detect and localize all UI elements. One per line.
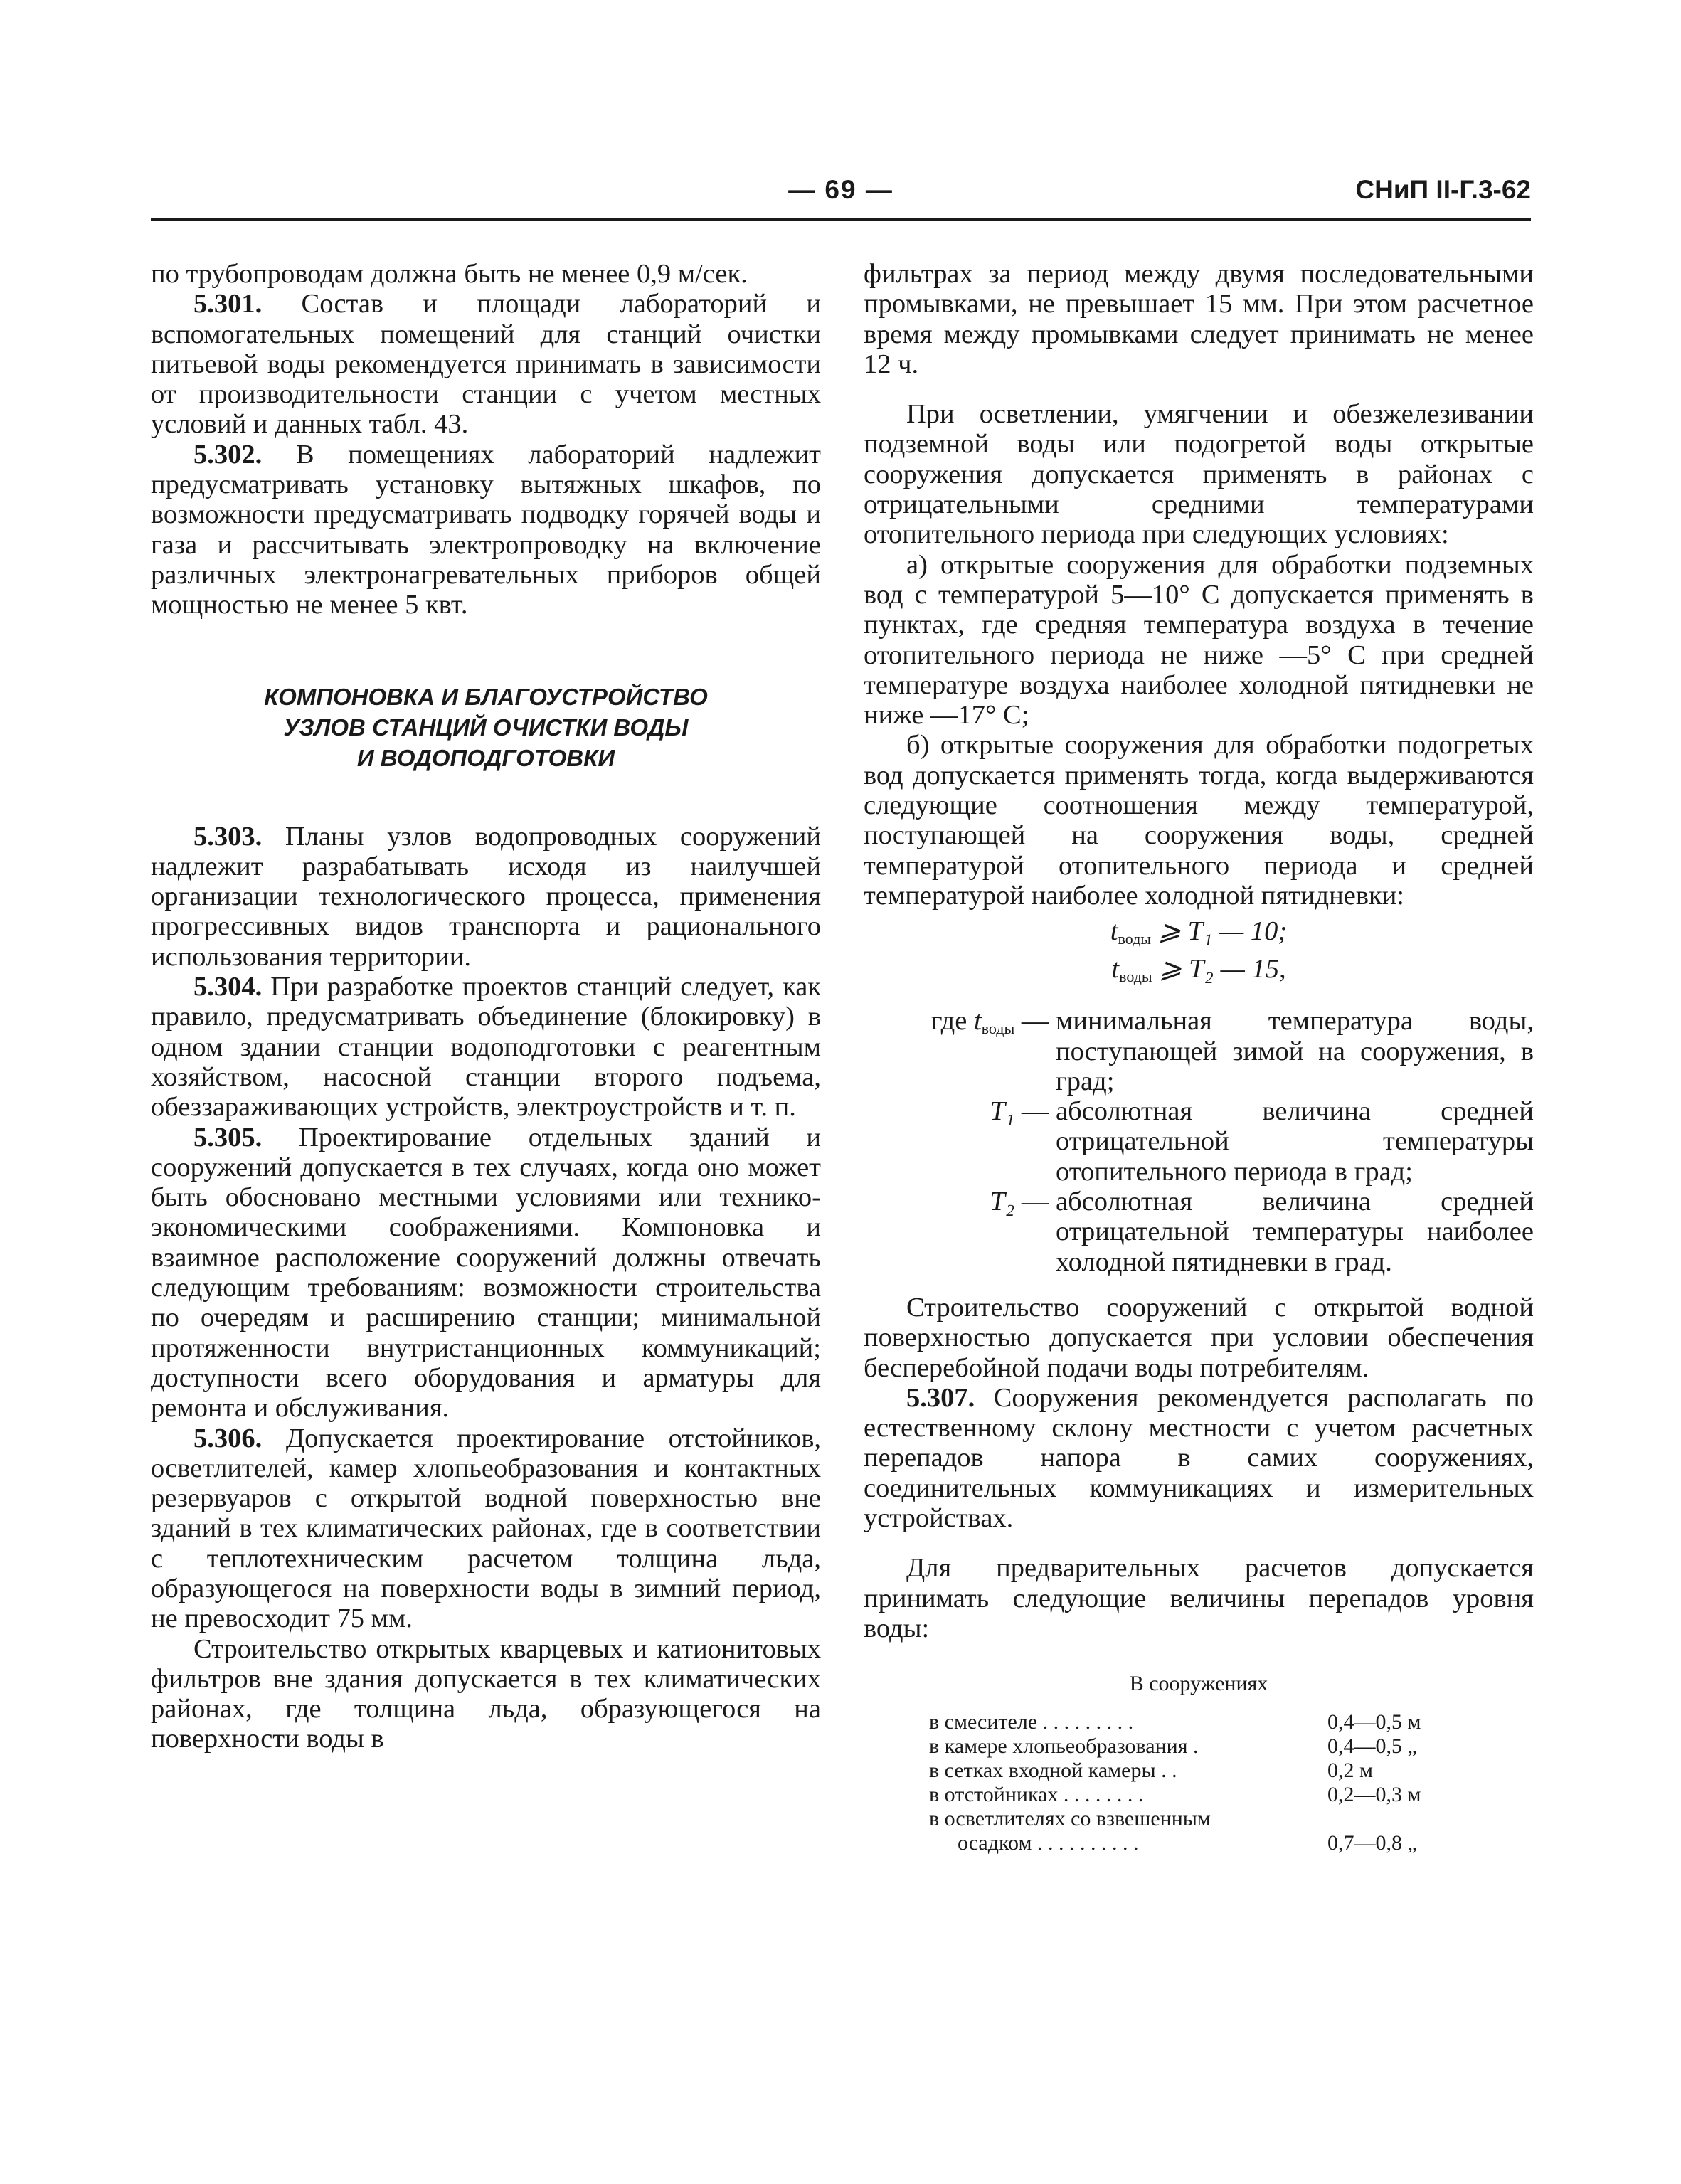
paragraph-preliminary: Для предварительных расчетов допускается принимать следующие величины перепадов уровня воды: <box>864 1553 1534 1643</box>
section-heading-line: КОМПОНОВКА И БЛАГОУСТРОЙСТВО <box>264 683 708 710</box>
clause-text: В помещениях лабораторий надлежит предусматривать установку вытяжных шкафов, по возможности предусматривать подводку горячей воды и газа и рассчитывать электропроводку на включение различных электронагревательных приборов общей мощностью не менее 5 квт. <box>151 439 821 620</box>
head-loss-table <box>864 1710 1534 1855</box>
formula-line-1 <box>864 916 1534 954</box>
definition-text: абсолютная величина средней отрицательной температуры наиболее холодной пятидневки в град. <box>1056 1187 1534 1277</box>
paragraph-open-filters: Строительство открытых кварцевых и катионитовых фильтров вне здания допускается в тех климатических районах, где толщина льда, образующегося на поверхности воды в <box>151 1633 821 1754</box>
formula-block <box>864 916 1534 992</box>
clause-number: 5.304. <box>193 972 263 1002</box>
table-cell-label: в осветлителях со взвешенным <box>929 1807 1211 1831</box>
paragraph-gap <box>864 379 1534 399</box>
table-row <box>864 1807 1534 1831</box>
definition-term <box>864 1096 1056 1187</box>
paragraph-gap <box>864 1533 1534 1553</box>
definition-row <box>864 1006 1534 1096</box>
page-header <box>151 175 1531 208</box>
clause-text: Состав и площади лабораторий и вспомогательных помещений для станций очистки питьевой воды рекомендуется принимать в зависимости от производительности станции с учетом местных условий и данных табл. 43. <box>151 289 821 440</box>
page-number: — 69 — <box>788 175 893 204</box>
formula-var: t <box>1110 916 1118 947</box>
definition-row <box>864 1096 1534 1187</box>
table-cell-label: в сетках входной камеры . . <box>929 1759 1177 1783</box>
clause-text: Сооружения рекомендуется располагать по естественному склону местности с учетом расчетных перепадов напора в самих сооружениях, соединительных коммуникациях и измерительных устройствах. <box>864 1382 1534 1533</box>
paragraph-continuation: фильтрах за период между двумя последовательными промывками, не превышает 15 мм. При этом расчетное время между промывками следует принимать не менее 12 ч. <box>864 259 1534 379</box>
paragraph-continuation: по трубопроводам должна быть не менее 0,9 м/сек. <box>151 259 748 289</box>
paragraph-5-307 <box>864 1383 1534 1533</box>
formula-rest: ⩾ T₁ — 10; <box>1151 916 1288 947</box>
definition-text: абсолютная величина средней отрицательной температуры отопительного периода в град; <box>1056 1096 1534 1187</box>
table-row <box>864 1710 1534 1734</box>
section-heading <box>151 682 821 773</box>
table-row <box>864 1734 1534 1759</box>
paragraph-5-303 <box>151 822 821 972</box>
paragraph-open-surface: Строительство сооружений с открытой водной поверхностью допускается при условии обеспечения бесперебойной подачи воды потребителям. <box>864 1292 1534 1383</box>
clause-number: 5.302. <box>193 439 263 470</box>
definition-row <box>864 1187 1534 1277</box>
paragraph-5-306 <box>151 1424 821 1634</box>
definition-term <box>864 1187 1056 1277</box>
clause-number: 5.301. <box>193 289 263 319</box>
table-cell-label: в камере хлопьеобразования . <box>929 1734 1199 1759</box>
table-row <box>864 1831 1534 1855</box>
table-cell-value: 0,4—0,5 м <box>1327 1710 1421 1734</box>
formula-rest: ⩾ T₂ — 15, <box>1152 954 1286 985</box>
paragraph-5-301 <box>151 289 821 439</box>
clause-text: Планы узлов водопроводных сооружений надлежит разрабатывать исходя из наилучшей организации технологического процесса, применения прогрессивных видов транспорта и рационального использования территории. <box>151 821 821 972</box>
definition-text: минимальная температура воды, поступающей зимой на сооружения, в град; <box>1056 1006 1534 1096</box>
paragraph-5-302 <box>151 440 821 620</box>
table-cell-value: 0,2—0,3 м <box>1327 1783 1421 1807</box>
paragraph-clarification: При осветлении, умягчении и обезжелезивании подземной воды или подогретой воды открытые сооружения допускается применять в районах с отрицательными средними температурами отопительного периода при следующих условиях: <box>864 399 1534 550</box>
table-cell-value <box>1327 1807 1534 1831</box>
clause-text: При разработке проектов станций следует, как правило, предусматривать объединение (блокировку) в одном здании станции водоподготовки с реагентным хозяйством, насосной станции второго подъема, обеззараживающих устройств, электроустройств и т. п. <box>151 972 821 1123</box>
clause-number: 5.306. <box>193 1423 263 1453</box>
clause-text: Допускается проектирование отстойников, осветлителей, камер хлопьеобразования и контактных резервуаров с открытой водной поверхностью вне зданий в тех климатических районах, где в соответствии с теплотехническим расчетом толщина льда, образующегося на поверхности воды в зимний период, не превосходит 75 мм. <box>151 1423 821 1634</box>
formula-line-2 <box>864 954 1534 992</box>
header-rule <box>151 218 1531 221</box>
term-subscript: воды <box>981 1019 1015 1038</box>
document-code: СНиП II-Г.3-62 <box>1355 175 1531 204</box>
formula-var: t <box>1111 954 1120 985</box>
section-heading-line: И ВОДОПОДГОТОВКИ <box>356 744 615 771</box>
formula-subscript: воды <box>1118 930 1152 948</box>
clause-number: 5.303. <box>193 821 263 852</box>
term-prefix: где <box>930 1006 974 1037</box>
clause-number: 5.305. <box>193 1122 263 1152</box>
table-cell-value: 0,4—0,5 „ <box>1327 1734 1417 1759</box>
term-symbol: T₂ <box>990 1187 1015 1217</box>
table-caption: В сооружениях <box>1129 1672 1268 1696</box>
table-cell-value: 0,2 м <box>1327 1759 1373 1783</box>
paragraph-5-305 <box>151 1123 821 1424</box>
definition-term <box>864 1006 1056 1096</box>
term-dash: — <box>1014 1006 1049 1037</box>
definitions-list <box>864 1006 1534 1277</box>
table-cell-value: 0,7—0,8 „ <box>1327 1831 1417 1855</box>
table-row <box>864 1759 1534 1783</box>
table-cell-label: в отстойниках . . . . . . . . <box>929 1783 1144 1807</box>
condition-a: а) открытые сооружения для обработки подземных вод с температурой 5—10° С допускается применять в пунктах, где средняя температура воздуха в течение отопительного периода не ниже —5° С при средней температуре воздуха наиболее холодной пятидневки не ниже —17° С; <box>864 549 1534 731</box>
table-cell-label: осадком . . . . . . . . . . <box>958 1831 1139 1855</box>
clause-number: 5.307. <box>906 1382 975 1413</box>
table-cell-label: в смесителе . . . . . . . . . <box>929 1710 1134 1734</box>
section-heading-line: УЗЛОВ СТАНЦИЙ ОЧИСТКИ ВОДЫ <box>283 714 689 741</box>
term-dash: — <box>1014 1187 1049 1217</box>
term-symbol: t <box>973 1006 982 1037</box>
formula-subscript: воды <box>1119 968 1152 986</box>
paragraph-5-304 <box>151 972 821 1122</box>
term-symbol: T₁ <box>990 1096 1015 1127</box>
term-dash: — <box>1014 1096 1049 1127</box>
condition-b: б) открытые сооружения для обработки подогретых вод допускается применять тогда, когда выдерживаются следующие соотношения между температурой, поступающей на сооружения воды, средней температурой отопительного периода и средней температурой наиболее холодной пятидневки: <box>864 730 1534 911</box>
left-column <box>151 259 821 1754</box>
table-row <box>864 1783 1534 1807</box>
right-column <box>864 259 1534 1855</box>
clause-text: Проектирование отдельных зданий и сооружений допускается в тех случаях, когда оно может быть обосновано местными условиями или технико-экономическими соображениями. Компоновка и взаимное расположение сооружений должны отвечать следующим требованиям: возможности строительства по очередям и расширению станции; минимальной протяженности внутристанционных коммуникаций; доступности всего оборудования и арматуры для ремонта и обслуживания. <box>151 1122 821 1424</box>
